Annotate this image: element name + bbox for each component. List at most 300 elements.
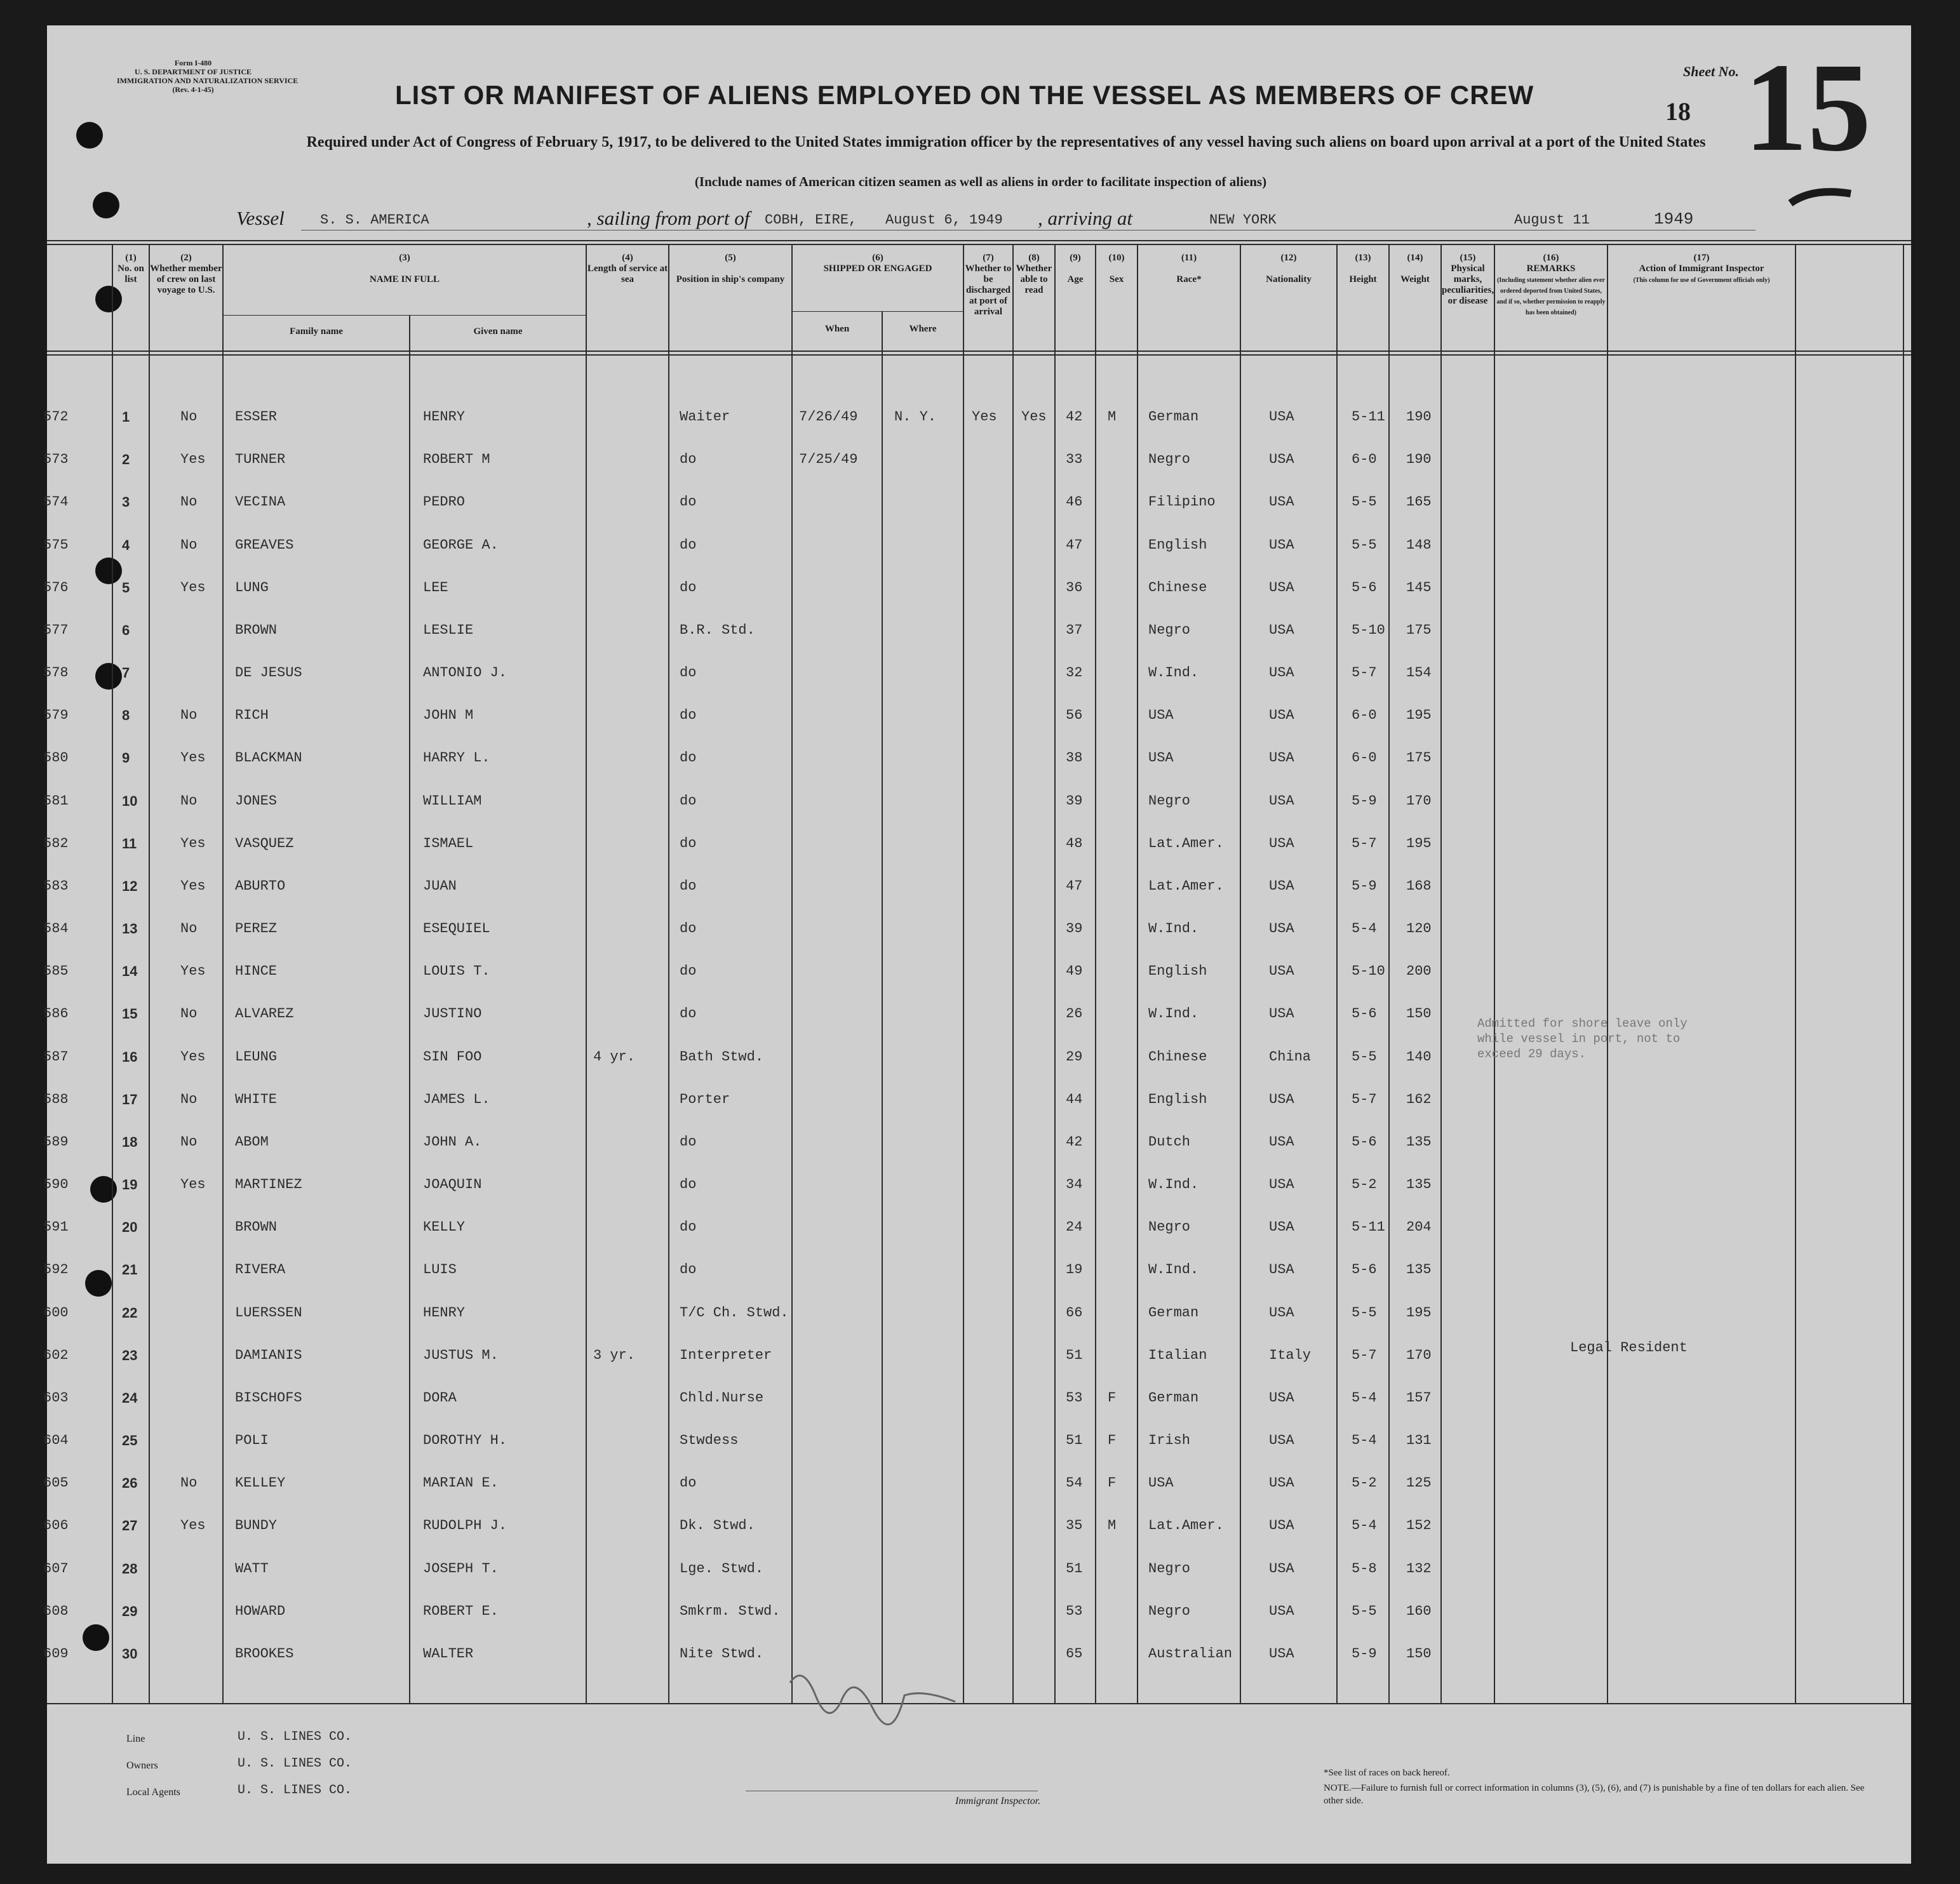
row-margin-number: 602: [43, 1347, 69, 1363]
column-rule: [112, 244, 113, 1703]
row-number: 22: [122, 1305, 138, 1321]
row-nationality: USA: [1269, 1219, 1294, 1235]
row-race: German: [1148, 409, 1199, 425]
remark-legal-resident: Legal Resident: [1570, 1340, 1688, 1356]
row-nationality: USA: [1269, 537, 1294, 553]
row-last-voyage: Yes: [180, 1518, 206, 1533]
row-number: 16: [122, 1049, 138, 1065]
row-given-name: ISMAEL: [423, 836, 474, 852]
row-race: English: [1148, 537, 1207, 553]
punch-hole: [93, 192, 119, 218]
row-margin-number: 588: [43, 1092, 69, 1107]
races-note: *See list of races on back hereof.: [1324, 1768, 1450, 1778]
row-margin-number: 608: [43, 1603, 69, 1619]
line-label: Line: [126, 1734, 145, 1744]
punch-hole: [95, 558, 122, 584]
row-position: T/C Ch. Stwd.: [680, 1305, 789, 1321]
form-service: IMMIGRATION AND NATURALIZATION SERVICE: [117, 76, 299, 85]
owners-label: Owners: [126, 1760, 158, 1771]
row-height: 6-0: [1352, 451, 1377, 467]
row-margin-number: 586: [43, 1006, 69, 1022]
row-age: 38: [1066, 750, 1083, 766]
row-weight: 195: [1406, 836, 1432, 852]
row-given-name: JUSTINO: [423, 1006, 482, 1022]
sheet-no-label: Sheet No.: [1683, 63, 1739, 79]
table-top-rule: [47, 240, 1911, 241]
sheet-small-number: 18: [1665, 97, 1691, 126]
arrival-year: 1949: [1654, 210, 1694, 229]
row-race: Negro: [1148, 451, 1191, 467]
row-given-name: LUIS: [423, 1262, 457, 1278]
punch-hole: [85, 1270, 112, 1297]
inspector-label: Immigrant Inspector.: [955, 1796, 1041, 1807]
row-position: do: [680, 963, 697, 979]
row-family-name: BROWN: [235, 622, 278, 638]
col-11-header: [1138, 253, 1240, 285]
row-family-name: LUNG: [235, 580, 269, 596]
row-position: do: [680, 1177, 697, 1193]
row-weight: 175: [1406, 750, 1432, 766]
row-nationality: USA: [1269, 878, 1294, 894]
row-given-name: MARIAN E.: [423, 1475, 499, 1491]
row-nationality: Italy: [1269, 1347, 1312, 1363]
col-15-header: [1442, 253, 1494, 307]
col-6-num: (6): [872, 253, 883, 263]
row-given-name: JOHN M: [423, 707, 474, 723]
column-rule: [409, 315, 410, 1703]
row-race: English: [1148, 963, 1207, 979]
row-number: 14: [122, 963, 138, 979]
row-age: 24: [1066, 1219, 1083, 1235]
row-weight: 150: [1406, 1006, 1432, 1022]
row-last-voyage: Yes: [180, 1049, 206, 1065]
row-height: 6-0: [1352, 707, 1377, 723]
row-family-name: BISCHOFS: [235, 1390, 302, 1406]
row-last-voyage: No: [180, 1006, 198, 1022]
row-family-name: ABOM: [235, 1134, 269, 1150]
row-age: 47: [1066, 537, 1083, 553]
column-rule: [1095, 244, 1096, 1703]
row-age: 39: [1066, 921, 1083, 937]
col-11-num: (11): [1181, 253, 1197, 263]
row-sex: M: [1108, 1518, 1117, 1533]
row-given-name: JOSEPH T.: [423, 1561, 499, 1577]
row-family-name: TURNER: [235, 451, 286, 467]
row-nationality: USA: [1269, 836, 1294, 852]
col-9-num: (9): [1070, 253, 1081, 263]
row-weight: 157: [1406, 1390, 1432, 1406]
col-2-label: Whether member of crew on last voyage to U.S.: [150, 264, 222, 295]
row-last-voyage: No: [180, 921, 198, 937]
row-number: 28: [122, 1561, 138, 1577]
row-position: Smkrm. Stwd.: [680, 1603, 781, 1619]
remark-line: exceed 29 days.: [1477, 1047, 1587, 1061]
row-weight: 135: [1406, 1134, 1432, 1150]
row-nationality: USA: [1269, 1305, 1294, 1321]
act-requirement: [168, 133, 1844, 151]
row-race: Irish: [1148, 1433, 1191, 1448]
row-family-name: WHITE: [235, 1092, 278, 1107]
row-height: 5-6: [1352, 1006, 1377, 1022]
name-subheader-rule: [222, 315, 586, 316]
row-race: German: [1148, 1305, 1199, 1321]
row-height: 5-6: [1352, 1134, 1377, 1150]
sailing-port: COBH, EIRE,: [765, 212, 857, 228]
row-last-voyage: No: [180, 409, 198, 425]
form-revision: (Rev. 4-1-45): [172, 85, 214, 94]
col-1-header: [113, 253, 149, 285]
row-given-name: ANTONIO J.: [423, 665, 507, 681]
row-nationality: USA: [1269, 1561, 1294, 1577]
row-race: W.Ind.: [1148, 1006, 1199, 1022]
row-number: 4: [122, 537, 130, 553]
row-given-name: PEDRO: [423, 494, 466, 510]
row-given-name: JUSTUS M.: [423, 1347, 499, 1363]
row-height: 5-10: [1352, 622, 1385, 638]
row-height: 5-5: [1352, 1049, 1377, 1065]
row-position: do: [680, 451, 697, 467]
row-family-name: BROWN: [235, 1219, 278, 1235]
table-top-rule-2: [47, 244, 1911, 245]
row-race: USA: [1148, 750, 1174, 766]
table-bottom-rule: [47, 1703, 1911, 1704]
col-3-header: [224, 253, 586, 285]
row-weight: 165: [1406, 494, 1432, 510]
row-age: 33: [1066, 451, 1083, 467]
row-weight: 140: [1406, 1049, 1432, 1065]
row-last-voyage: Yes: [180, 580, 206, 596]
row-last-voyage: No: [180, 537, 198, 553]
col-5-label: Position in ship's company: [676, 274, 785, 284]
owners-value: U. S. LINES CO.: [238, 1756, 352, 1771]
row-sex: F: [1108, 1433, 1117, 1448]
row-nationality: USA: [1269, 707, 1294, 723]
row-service-length: 4 yr.: [593, 1049, 636, 1065]
row-age: 35: [1066, 1518, 1083, 1533]
row-height: 5-7: [1352, 665, 1377, 681]
row-weight: 204: [1406, 1219, 1432, 1235]
column-rule: [1440, 244, 1442, 1703]
row-family-name: HOWARD: [235, 1603, 286, 1619]
row-service-length: 3 yr.: [593, 1347, 636, 1363]
row-height: 5-2: [1352, 1177, 1377, 1193]
row-age: 39: [1066, 793, 1083, 809]
row-age: 29: [1066, 1049, 1083, 1065]
row-when: 7/25/49: [799, 451, 858, 467]
row-weight: 160: [1406, 1603, 1432, 1619]
row-number: 23: [122, 1347, 138, 1363]
row-nationality: USA: [1269, 963, 1294, 979]
row-number: 5: [122, 580, 130, 596]
row-position: B.R. Std.: [680, 622, 755, 638]
row-margin-number: 607: [43, 1561, 69, 1577]
column-rule: [1607, 244, 1608, 1703]
row-last-voyage: No: [180, 494, 198, 510]
row-family-name: KELLEY: [235, 1475, 286, 1491]
row-margin-number: 600: [43, 1305, 69, 1321]
row-height: 5-9: [1352, 878, 1377, 894]
column-rule: [1012, 244, 1014, 1703]
row-race: Italian: [1148, 1347, 1207, 1363]
row-margin-number: 592: [43, 1262, 69, 1278]
row-when: 7/26/49: [799, 409, 858, 425]
row-number: 13: [122, 921, 138, 937]
shipped-subheader-rule: [791, 311, 963, 312]
row-margin-number: 603: [43, 1390, 69, 1406]
row-given-name: JOHN A.: [423, 1134, 482, 1150]
row-family-name: RIVERA: [235, 1262, 286, 1278]
col-5-num: (5): [725, 253, 736, 263]
penalty-note-text: NOTE.—Failure to furnish full or correct information in columns (3), (5), (6), and (7) is punishable by a fine of ten dollars for each alien. See other side.: [1324, 1783, 1865, 1806]
row-nationality: USA: [1269, 665, 1294, 681]
row-nationality: USA: [1269, 494, 1294, 510]
row-number: 24: [122, 1390, 138, 1406]
row-given-name: LOUIS T.: [423, 963, 490, 979]
row-family-name: BROOKES: [235, 1646, 294, 1662]
row-nationality: USA: [1269, 1390, 1294, 1406]
row-discharged: Yes: [972, 409, 997, 425]
row-position: Waiter: [680, 409, 730, 425]
row-age: 53: [1066, 1603, 1083, 1619]
row-age: 37: [1066, 622, 1083, 638]
punch-hole: [95, 286, 122, 312]
row-family-name: DAMIANIS: [235, 1347, 302, 1363]
header-bottom-rule-2: [47, 354, 1911, 356]
row-given-name: SIN FOO: [423, 1049, 482, 1065]
row-weight: 200: [1406, 963, 1432, 979]
row-family-name: PEREZ: [235, 921, 278, 937]
row-given-name: LESLIE: [423, 622, 474, 638]
row-height: 5-4: [1352, 921, 1377, 937]
row-weight: 120: [1406, 921, 1432, 937]
row-race: Negro: [1148, 1603, 1191, 1619]
row-able-to-read: Yes: [1021, 409, 1047, 425]
row-number: 29: [122, 1603, 138, 1619]
col-10-header: [1096, 253, 1137, 285]
row-height: 5-9: [1352, 1646, 1377, 1662]
row-family-name: JONES: [235, 793, 278, 809]
row-weight: 135: [1406, 1262, 1432, 1278]
row-position: do: [680, 537, 697, 553]
row-nationality: USA: [1269, 1177, 1294, 1193]
col-12-header: [1241, 253, 1336, 285]
row-age: 32: [1066, 665, 1083, 681]
col-9-header: [1056, 253, 1095, 285]
col-17-num: (17): [1693, 253, 1710, 263]
col-16-label: REMARKS: [1526, 264, 1576, 274]
row-last-voyage: No: [180, 1475, 198, 1491]
row-weight: 132: [1406, 1561, 1432, 1577]
form-number-block: [117, 58, 299, 94]
row-nationality: USA: [1269, 451, 1294, 467]
col-4-num: (4): [622, 253, 633, 263]
row-position: Stwdess: [680, 1433, 739, 1448]
row-margin-number: 577: [43, 622, 69, 638]
row-family-name: POLI: [235, 1433, 269, 1448]
row-given-name: GEORGE A.: [423, 537, 499, 553]
col-5-header: [669, 253, 791, 285]
row-race: German: [1148, 1390, 1199, 1406]
include-note: (Include names of American citizen seamen as well as aliens in order to facilitate inspection of aliens): [694, 174, 1267, 189]
row-margin-number: 575: [43, 537, 69, 553]
row-family-name: MARTINEZ: [235, 1177, 302, 1193]
sailing-from-label: , sailing from port of: [587, 207, 750, 229]
local-agents-label: Local Agents: [126, 1787, 180, 1798]
row-family-name: DE JESUS: [235, 665, 302, 681]
row-nationality: USA: [1269, 793, 1294, 809]
row-nationality: USA: [1269, 921, 1294, 937]
col-13-label: Height: [1349, 274, 1377, 284]
row-height: 5-5: [1352, 494, 1377, 510]
row-height: 5-11: [1352, 1219, 1385, 1235]
row-number: 9: [122, 750, 130, 766]
row-last-voyage: Yes: [180, 878, 206, 894]
row-height: 6-0: [1352, 750, 1377, 766]
col-family-name-header: Family name: [290, 326, 343, 337]
row-last-voyage: No: [180, 707, 198, 723]
col-7-label: Whether to be discharged at port of arrival: [965, 264, 1012, 317]
row-height: 5-8: [1352, 1561, 1377, 1577]
row-height: 5-7: [1352, 1092, 1377, 1107]
row-number: 6: [122, 622, 130, 638]
row-race: W.Ind.: [1148, 921, 1199, 937]
col-8-num: (8): [1028, 253, 1040, 263]
row-nationality: USA: [1269, 1518, 1294, 1533]
row-number: 17: [122, 1092, 138, 1107]
row-height: 5-7: [1352, 1347, 1377, 1363]
col-6-label: SHIPPED OR ENGAGED: [823, 264, 932, 274]
row-position: do: [680, 1475, 697, 1491]
col-14-header: [1390, 253, 1440, 285]
row-age: 48: [1066, 836, 1083, 852]
arriving-at-label: , arriving at: [1038, 207, 1132, 229]
row-number: 25: [122, 1433, 138, 1448]
row-margin-number: 606: [43, 1518, 69, 1533]
row-position: Nite Stwd.: [680, 1646, 764, 1662]
row-nationality: USA: [1269, 1092, 1294, 1107]
remark-line: Admitted for shore leave only: [1477, 1017, 1688, 1031]
row-race: USA: [1148, 1475, 1174, 1491]
row-family-name: HINCE: [235, 963, 278, 979]
sheet-number: 15: [1744, 37, 1871, 178]
row-race: Lat.Amer.: [1148, 836, 1224, 852]
row-margin-number: 609: [43, 1646, 69, 1662]
row-weight: 170: [1406, 1347, 1432, 1363]
row-position: do: [680, 580, 697, 596]
row-number: 2: [122, 451, 130, 467]
row-family-name: BLACKMAN: [235, 750, 302, 766]
page-title: LIST OR MANIFEST OF ALIENS EMPLOYED ON THE VESSEL AS MEMBERS OF CREW: [395, 80, 1534, 110]
row-number: 12: [122, 878, 138, 894]
column-rule: [1903, 244, 1904, 1703]
header-bottom-rule: [47, 351, 1911, 352]
row-height: 5-2: [1352, 1475, 1377, 1491]
col-when-header: When: [824, 324, 850, 334]
col-14-label: Weight: [1400, 274, 1430, 284]
vessel-label: Vessel: [236, 207, 285, 229]
column-rule: [1388, 244, 1390, 1703]
line-value: U. S. LINES CO.: [238, 1730, 352, 1744]
row-age: 53: [1066, 1390, 1083, 1406]
row-weight: 170: [1406, 793, 1432, 809]
row-given-name: HARRY L.: [423, 750, 490, 766]
row-position: do: [680, 878, 697, 894]
row-age: 65: [1066, 1646, 1083, 1662]
row-number: 15: [122, 1006, 138, 1022]
row-height: 5-5: [1352, 1603, 1377, 1619]
punch-hole: [95, 663, 122, 690]
row-nationality: USA: [1269, 622, 1294, 638]
row-height: 5-7: [1352, 836, 1377, 852]
row-weight: 195: [1406, 707, 1432, 723]
row-nationality: USA: [1269, 1134, 1294, 1150]
row-age: 66: [1066, 1305, 1083, 1321]
col-4-header: [587, 253, 668, 285]
col-7-num: (7): [983, 253, 994, 263]
row-given-name: HENRY: [423, 1305, 466, 1321]
row-age: 36: [1066, 580, 1083, 596]
col-13-header: [1338, 253, 1388, 285]
col-4-label: Length of service at sea: [587, 264, 668, 284]
col-9-label: Age: [1067, 274, 1084, 284]
row-given-name: WILLIAM: [423, 793, 482, 809]
col-12-num: (12): [1280, 253, 1297, 263]
row-position: do: [680, 793, 697, 809]
row-sex: F: [1108, 1390, 1117, 1406]
row-position: do: [680, 1006, 697, 1022]
row-position: do: [680, 707, 697, 723]
sailing-date: August 6, 1949: [885, 212, 1003, 228]
row-age: 19: [1066, 1262, 1083, 1278]
column-rule: [149, 244, 150, 1703]
row-height: 5-4: [1352, 1433, 1377, 1448]
row-margin-number: 585: [43, 963, 69, 979]
row-margin-number: 590: [43, 1177, 69, 1193]
row-last-voyage: Yes: [180, 963, 206, 979]
column-rule: [586, 244, 587, 1703]
arrival-date: August 11: [1514, 212, 1590, 228]
row-weight: 190: [1406, 409, 1432, 425]
row-position: Chld.Nurse: [680, 1390, 764, 1406]
remark-line: while vessel in port, not to: [1477, 1032, 1681, 1046]
row-race: Negro: [1148, 1219, 1191, 1235]
row-height: 5-4: [1352, 1390, 1377, 1406]
row-age: 49: [1066, 963, 1083, 979]
column-rule: [791, 244, 793, 1703]
col-1-label: No. on list: [117, 264, 144, 284]
column-rule: [1336, 244, 1338, 1703]
row-given-name: KELLY: [423, 1219, 466, 1235]
col-2-num: (2): [180, 253, 192, 263]
col-10-num: (10): [1108, 253, 1125, 263]
col-1-num: (1): [125, 253, 137, 263]
pencil-mark: [1787, 184, 1857, 210]
row-position: do: [680, 750, 697, 766]
row-position: do: [680, 1219, 697, 1235]
row-margin-number: 587: [43, 1049, 69, 1065]
row-family-name: WATT: [235, 1561, 269, 1577]
row-nationality: China: [1269, 1049, 1312, 1065]
row-last-voyage: Yes: [180, 750, 206, 766]
row-number: 20: [122, 1219, 138, 1235]
row-last-voyage: No: [180, 793, 198, 809]
col-2-header: [150, 253, 222, 296]
row-race: Dutch: [1148, 1134, 1191, 1150]
row-nationality: USA: [1269, 750, 1294, 766]
row-given-name: JUAN: [423, 878, 457, 894]
col-16-note: (Including statement whether alien ever ordered deported from United States, and if so, whether permission to reapply has been obtained): [1496, 277, 1606, 316]
row-last-voyage: Yes: [180, 1177, 206, 1193]
